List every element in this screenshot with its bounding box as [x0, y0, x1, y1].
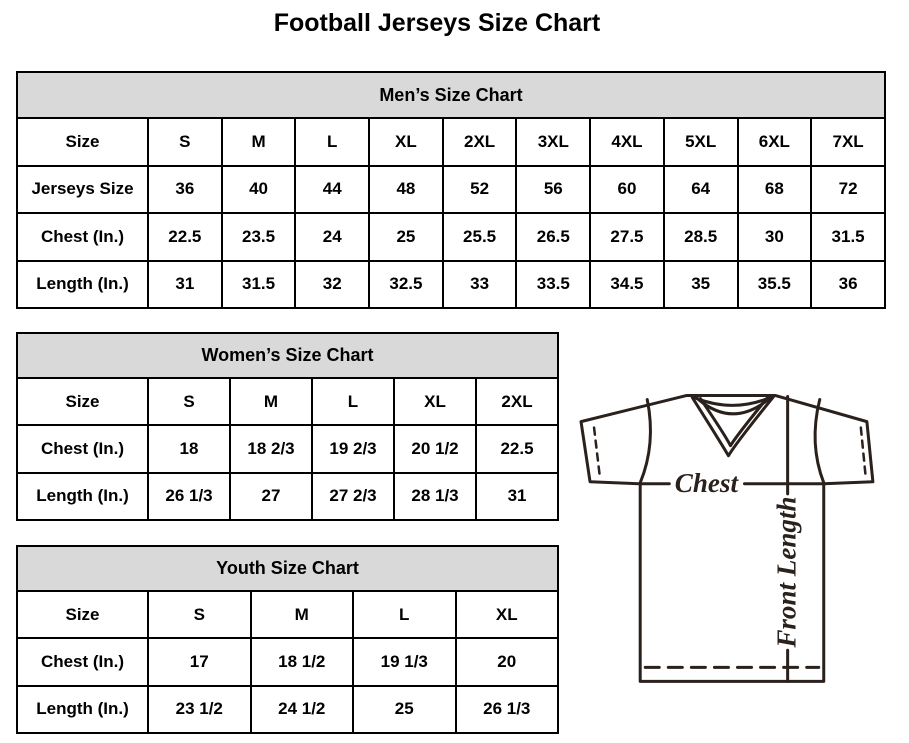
mens-table-row [17, 166, 885, 214]
youth-cell: 24 1/2 [251, 686, 354, 733]
mens-cell: 34.5 [590, 261, 664, 309]
womens-cell: 2XL [476, 378, 558, 425]
chest-label: Chest [674, 467, 738, 498]
youth-cell: L [353, 591, 456, 638]
youth-cell: 25 [353, 686, 456, 733]
mens-cell: 3XL [516, 118, 590, 166]
womens-table-row [17, 473, 558, 520]
mens-cell: 52 [443, 166, 517, 214]
jersey-measurement-diagram [573, 383, 909, 715]
womens-cell: 22.5 [476, 425, 558, 472]
youth-table-row [17, 686, 558, 733]
mens-table-row [17, 118, 885, 166]
mens-cell: 60 [590, 166, 664, 214]
mens-cell: 33 [443, 261, 517, 309]
mens-cell: 31.5 [811, 213, 885, 261]
womens-row-label: Chest (In.) [17, 425, 148, 472]
youth-row-label: Length (In.) [17, 686, 148, 733]
womens-cell: 19 2/3 [312, 425, 394, 472]
youth-row-label: Chest (In.) [17, 638, 148, 685]
mens-cell: 7XL [811, 118, 885, 166]
mens-cell: 56 [516, 166, 590, 214]
youth-size-table [16, 545, 559, 734]
mens-cell: S [148, 118, 222, 166]
mens-cell: 5XL [664, 118, 738, 166]
mens-cell: 35.5 [738, 261, 812, 309]
mens-cell: 28.5 [664, 213, 738, 261]
mens-row-label: Jerseys Size [17, 166, 148, 214]
womens-cell: L [312, 378, 394, 425]
mens-row-label: Size [17, 118, 148, 166]
womens-cell: 26 1/3 [148, 473, 230, 520]
womens-cell: 28 1/3 [394, 473, 476, 520]
mens-cell: 23.5 [222, 213, 296, 261]
youth-table-row [17, 638, 558, 685]
womens-table-row [17, 378, 558, 425]
jersey-diagram-svg [573, 383, 909, 715]
mens-cell: 72 [811, 166, 885, 214]
mens-cell: 33.5 [516, 261, 590, 309]
mens-cell: 31 [148, 261, 222, 309]
womens-cell: 18 2/3 [230, 425, 312, 472]
youth-row-label: Size [17, 591, 148, 638]
youth-cell: 18 1/2 [251, 638, 354, 685]
womens-row-label: Length (In.) [17, 473, 148, 520]
womens-row-label: Size [17, 378, 148, 425]
youth-cell: 19 1/3 [353, 638, 456, 685]
front-length-label: Front Length [771, 496, 802, 648]
mens-table-title: Men’s Size Chart [17, 72, 885, 118]
youth-cell: S [148, 591, 251, 638]
jersey-cuff-stitch-right [861, 428, 866, 479]
womens-size-table [16, 332, 559, 521]
womens-cell: 31 [476, 473, 558, 520]
mens-cell: 32 [295, 261, 369, 309]
mens-cell: 36 [148, 166, 222, 214]
mens-cell: M [222, 118, 296, 166]
mens-cell: 32.5 [369, 261, 443, 309]
mens-cell: 36 [811, 261, 885, 309]
mens-cell: 2XL [443, 118, 517, 166]
page-title: Football Jerseys Size Chart [273, 9, 601, 37]
womens-table-row [17, 425, 558, 472]
mens-cell: 44 [295, 166, 369, 214]
mens-table-row [17, 261, 885, 309]
jersey-sleeve-seam-right [815, 400, 824, 483]
jersey-cuff-stitch-left [594, 428, 600, 479]
womens-cell: S [148, 378, 230, 425]
mens-cell: 35 [664, 261, 738, 309]
mens-table-row [17, 213, 885, 261]
mens-cell: 6XL [738, 118, 812, 166]
mens-cell: XL [369, 118, 443, 166]
youth-cell: M [251, 591, 354, 638]
youth-table-title: Youth Size Chart [17, 546, 558, 591]
womens-cell: 27 2/3 [312, 473, 394, 520]
mens-cell: 22.5 [148, 213, 222, 261]
womens-cell: 18 [148, 425, 230, 472]
mens-cell: 40 [222, 166, 296, 214]
mens-cell: 30 [738, 213, 812, 261]
mens-cell: 25.5 [443, 213, 517, 261]
mens-cell: 68 [738, 166, 812, 214]
youth-cell: 23 1/2 [148, 686, 251, 733]
mens-row-label: Length (In.) [17, 261, 148, 309]
mens-size-table [16, 71, 886, 309]
mens-cell: 26.5 [516, 213, 590, 261]
womens-cell: 27 [230, 473, 312, 520]
youth-cell: 20 [456, 638, 559, 685]
womens-cell: M [230, 378, 312, 425]
mens-row-label: Chest (In.) [17, 213, 148, 261]
mens-cell: 27.5 [590, 213, 664, 261]
youth-cell: 26 1/3 [456, 686, 559, 733]
mens-cell: 31.5 [222, 261, 296, 309]
mens-cell: 64 [664, 166, 738, 214]
mens-cell: 4XL [590, 118, 664, 166]
youth-cell: XL [456, 591, 559, 638]
youth-cell: 17 [148, 638, 251, 685]
mens-cell: L [295, 118, 369, 166]
mens-cell: 48 [369, 166, 443, 214]
youth-table-row [17, 591, 558, 638]
womens-table-title: Women’s Size Chart [17, 333, 558, 378]
womens-cell: 20 1/2 [394, 425, 476, 472]
mens-cell: 24 [295, 213, 369, 261]
womens-cell: XL [394, 378, 476, 425]
jersey-sleeve-seam-left [640, 400, 650, 483]
mens-cell: 25 [369, 213, 443, 261]
